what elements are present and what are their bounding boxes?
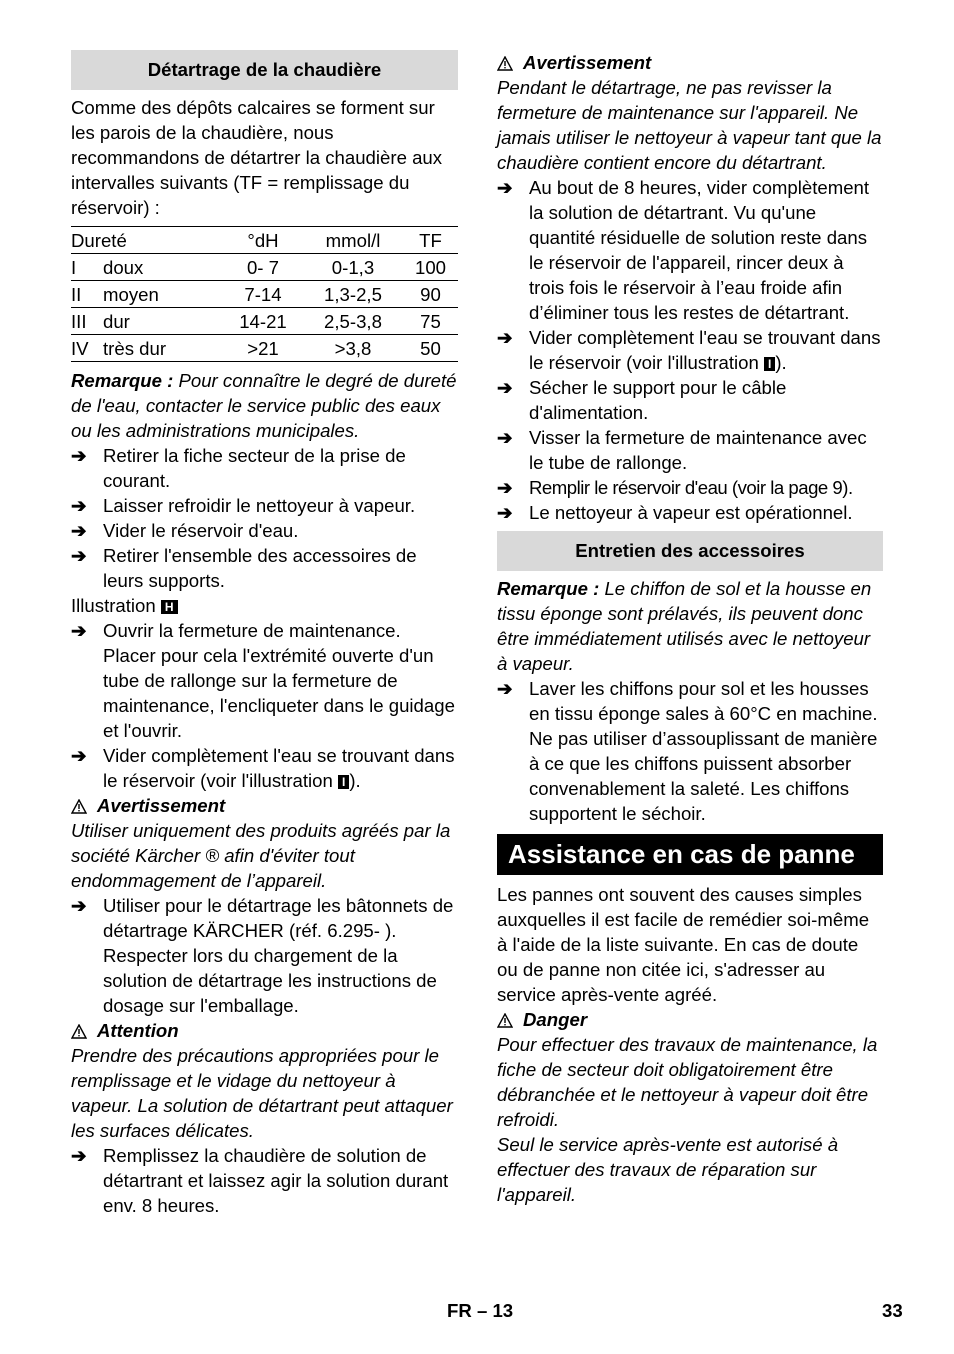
warning-heading [497,50,883,75]
attention-title: Attention [97,1020,179,1041]
cell-mmol: >3,8 [303,335,403,362]
cell-level: III [71,308,103,335]
right-arrow-icon: ➔ [497,327,513,348]
section-title-accessories: Entretien des accessoires [497,531,883,571]
step-text: Ouvrir la fermeture de maintenance. Placer pour cela l'extrémité ouverte d'un tube de rallonge sur la fermeture de maintenance, l'encliqueter dans le guidage et l'ouvrir. [103,620,455,741]
step-text: Laisser refroidir le nettoyeur à vapeur. [103,495,416,516]
table-row [71,254,458,281]
right-arrow-icon: ➔ [71,520,87,541]
right-arrow-icon: ➔ [71,895,87,916]
step-remove-accessories [71,543,458,593]
cell-name: doux [103,254,223,281]
illustration-badge: I [764,357,775,371]
right-arrow-icon: ➔ [71,745,87,766]
step-text-end: ). [349,770,361,791]
right-arrow-icon: ➔ [497,477,513,498]
right-arrow-icon: ➔ [497,377,513,398]
step-wash-cloths [497,676,883,826]
right-arrow-icon: ➔ [71,545,87,566]
step-empty-tank [71,518,458,543]
section-title-troubleshooting: Assistance en cas de panne [497,834,883,875]
warning-triangle-icon [497,56,513,71]
col-header-hardness: Dureté [71,227,223,254]
step-ready [497,500,883,525]
cell-dh: 7-14 [223,281,303,308]
right-arrow-icon: ➔ [497,177,513,198]
note-label: Remarque : [497,578,600,599]
right-column [497,50,883,1207]
step-text: Sécher le support pour le câble d'alimentation. [529,377,787,423]
step-fill-boiler [71,1143,458,1218]
cell-mmol: 2,5-3,8 [303,308,403,335]
step-refill [497,475,883,500]
note-text: Le chiffon de sol et la housse en tissu éponge sont prélavés, ils peuvent donc être immédiatement utilisés avec le nettoyeur à vapeur. [497,578,872,674]
page-number: 33 [882,1300,903,1321]
right-arrow-icon: ➔ [497,678,513,699]
cell-dh: >21 [223,335,303,362]
note-paragraph [497,576,883,676]
step-text-end: ). [775,352,787,373]
step-text: Vider le réservoir d'eau. [103,520,299,541]
step-text: Utiliser pour le détartrage les bâtonnets de détartrage KÄRCHER (réf. 6.295- ). Respecter lors du chargement de la solution de détartrage les instructions de dosage sur l'emballage. [103,895,454,1016]
cell-tf: 90 [403,281,458,308]
attention-text: Prendre des précautions appropriées pour le remplissage et le vidage du nettoyeur à vapeur. La solution de détartrant peut attaquer les surfaces délicates. [71,1045,453,1141]
step-empty-water [497,325,883,375]
cell-dh: 14-21 [223,308,303,335]
danger-text-service: Seul le service après-vente est autorisé à effectuer des travaux de réparation sur l'appareil. [497,1134,839,1205]
col-header-tf: TF [403,227,458,254]
danger-heading [497,1007,883,1032]
step-after-8-hours [497,175,883,325]
warning-triangle-icon [497,1013,513,1028]
danger-text: Pour effectuer des travaux de maintenance, la fiche de secteur doit obligatoirement être débranchée et le nettoyeur à vapeur doit être refroidi. [497,1034,878,1130]
step-text: Vider complètement l'eau se trouvant dans le réservoir (voir l'illustration [103,745,455,791]
right-arrow-icon: ➔ [497,502,513,523]
right-arrow-icon: ➔ [497,427,513,448]
cell-dh: 0- 7 [223,254,303,281]
table-row [71,281,458,308]
step-text: Laver les chiffons pour sol et les housses en tissu éponge sales à 60°C en machine. Ne pas utiliser d’assouplissant de manière à ce que les chiffons puissent absorber convenablement la saleté. Les chiffons supportent le séchoir. [529,678,878,824]
illustration-ref [71,593,458,618]
step-text: Visser la fermeture de maintenance avec le tube de rallonge. [529,427,867,473]
step-text: Le nettoyeur à vapeur est opérationnel. [529,502,853,523]
note-label: Remarque : [71,370,174,391]
warning-heading [71,793,458,818]
step-cool [71,493,458,518]
illustration-badge: I [338,775,349,789]
table-row [71,335,458,362]
warning-triangle-icon [71,1024,87,1039]
cell-name: dur [103,308,223,335]
step-screw-cap [497,425,883,475]
warning-title: Avertissement [97,795,226,816]
cell-name: moyen [103,281,223,308]
step-text: Retirer la fiche secteur de la prise de courant. [103,445,406,491]
col-header-dh: °dH [223,227,303,254]
right-arrow-icon: ➔ [71,445,87,466]
step-open-cap [71,618,458,743]
warning-text: Pendant le détartrage, ne pas revisser la fermeture de maintenance sur l'appareil. Ne jamais utiliser le nettoyeur à vapeur tant que la chaudière contient encore du détartrant. [497,77,882,173]
table-header-row [71,227,458,254]
warning-triangle-icon [71,799,87,814]
note-text: Pour connaître le degré de dureté de l'eau, contacter le service public des eaux ou les administrations municipales. [71,370,457,441]
cell-mmol: 0-1,3 [303,254,403,281]
cell-level: II [71,281,103,308]
troubleshooting-intro: Les pannes ont souvent des causes simples auxquelles il est facile de remédier soi-même à l'aide de la liste suivante. En cas de doute ou de panne non citée ici, s'adresser au service après-vente agréé. [497,884,870,1005]
illustration-label: Illustration [71,595,156,616]
note-paragraph [71,368,458,443]
cell-level: I [71,254,103,281]
warning-title: Avertissement [523,52,652,73]
intro-paragraph: Comme des dépôts calcaires se forment sur les parois de la chaudière, nous recommandons de détartrer la chaudière aux intervalles suivants (TF = remplissage du réservoir) : [71,97,443,218]
table-row [71,308,458,335]
cell-level: IV [71,335,103,362]
danger-title: Danger [523,1009,588,1030]
step-use-descaler [71,893,458,1018]
section-title-descaling: Détartrage de la chaudière [71,50,458,90]
illustration-badge: H [161,600,178,614]
page-label: FR – 13 [447,1300,514,1321]
cell-tf: 50 [403,335,458,362]
step-dry-cable-holder [497,375,883,425]
step-text: Retirer l'ensemble des accessoires de leurs supports. [103,545,417,591]
right-arrow-icon: ➔ [71,620,87,641]
cell-name: très dur [103,335,223,362]
step-text: Remplir le réservoir d'eau (voir la page 9). [529,477,853,498]
cell-mmol: 1,3-2,5 [303,281,403,308]
col-header-mmol: mmol/l [303,227,403,254]
step-text: Remplissez la chaudière de solution de détartrant et laissez agir la solution durant env. 8 heures. [103,1145,449,1216]
step-unplug [71,443,458,493]
step-empty-water [71,743,458,793]
step-text: Au bout de 8 heures, vider complètement la solution de détartrant. Vu qu'une quantité résiduelle de solution reste dans le réservoir de l'appareil, rincer deux à trois fois le réservoir à l’eau froide afin d’éliminer tous les restes de détartrant. [529,177,870,323]
attention-heading [71,1018,458,1043]
warning-text: Utiliser uniquement des produits agréés par la société Kärcher ® afin d'éviter tout endommagement de l’appareil. [71,820,451,891]
cell-tf: 100 [403,254,458,281]
hardness-table [71,226,458,362]
cell-tf: 75 [403,308,458,335]
right-arrow-icon: ➔ [71,1145,87,1166]
right-arrow-icon: ➔ [71,495,87,516]
step-text: Vider complètement l'eau se trouvant dans le réservoir (voir l'illustration [529,327,881,373]
left-column [71,50,458,1218]
